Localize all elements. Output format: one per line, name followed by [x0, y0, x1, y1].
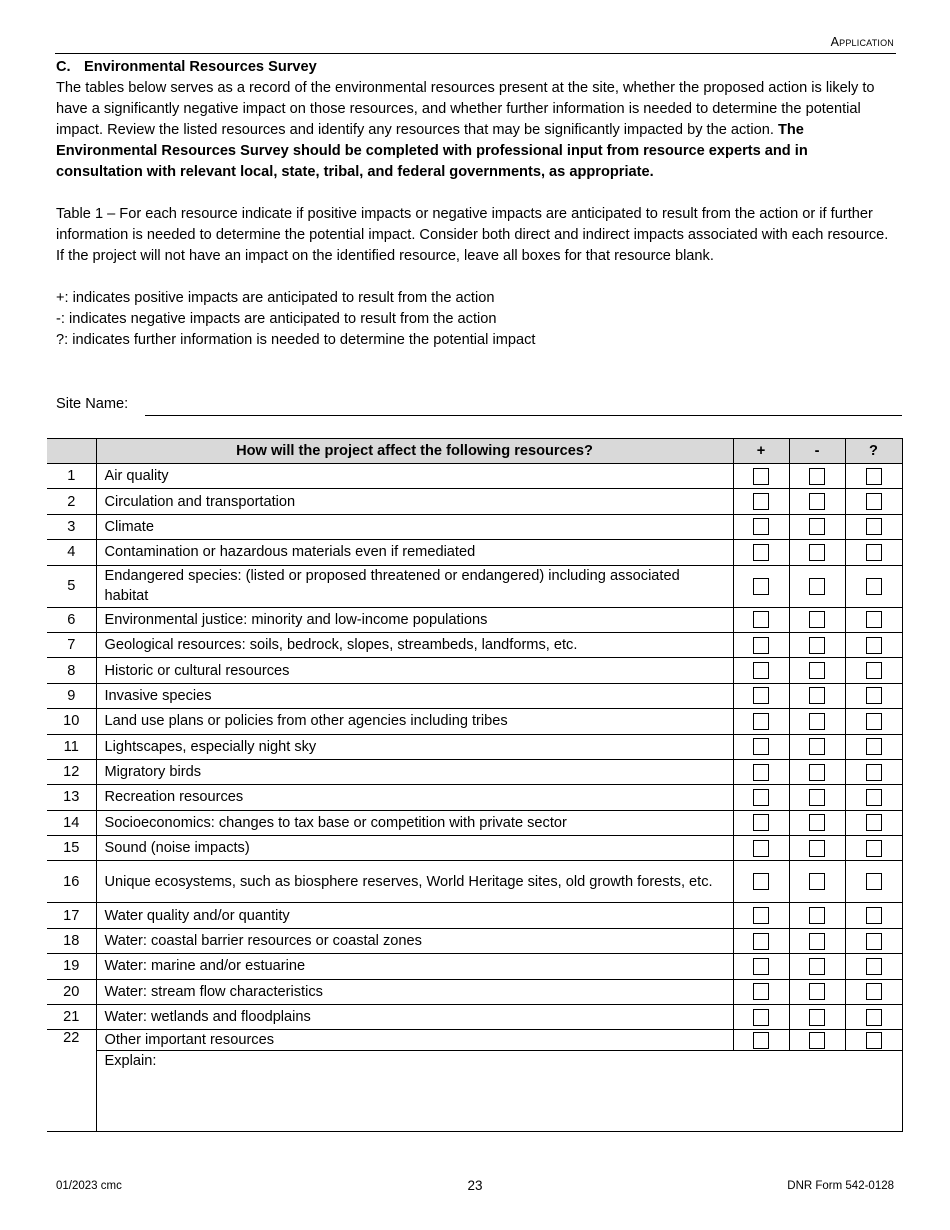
negative-checkbox[interactable]: [809, 611, 825, 628]
column-header-unknown: ?: [845, 439, 902, 464]
unknown-checkbox-cell: [845, 861, 902, 903]
site-name-row: [56, 396, 902, 418]
explain-label: Explain:: [104, 1053, 157, 1070]
column-header-positive: +: [733, 439, 789, 464]
unknown-checkbox[interactable]: [866, 933, 882, 950]
positive-checkbox[interactable]: [753, 933, 769, 950]
unknown-checkbox[interactable]: [866, 662, 882, 679]
positive-checkbox[interactable]: [753, 958, 769, 975]
unknown-checkbox-cell: [845, 928, 902, 953]
unknown-checkbox[interactable]: [866, 493, 882, 510]
explain-field[interactable]: [96, 1051, 902, 1132]
negative-checkbox[interactable]: [809, 578, 825, 595]
positive-checkbox[interactable]: [753, 687, 769, 704]
negative-checkbox-cell: [789, 683, 845, 708]
row-number: 11: [47, 734, 96, 759]
table-row: [47, 836, 902, 861]
positive-checkbox[interactable]: [753, 1032, 769, 1049]
positive-checkbox-cell: [733, 464, 789, 489]
negative-checkbox-cell: [789, 836, 845, 861]
unknown-checkbox[interactable]: [866, 840, 882, 857]
unknown-checkbox[interactable]: [866, 1009, 882, 1026]
table-row: [47, 658, 902, 683]
negative-checkbox[interactable]: [809, 518, 825, 535]
negative-checkbox-cell: [789, 514, 845, 539]
positive-checkbox[interactable]: [753, 840, 769, 857]
unknown-checkbox[interactable]: [866, 907, 882, 924]
legend-positive: +: indicates positive impacts are anticipated to result from the action: [56, 290, 495, 306]
unknown-checkbox[interactable]: [866, 958, 882, 975]
negative-checkbox-cell: [789, 928, 845, 953]
table-row: [47, 734, 902, 759]
negative-checkbox-cell: [789, 785, 845, 810]
negative-checkbox-cell: [789, 607, 845, 632]
negative-checkbox[interactable]: [809, 468, 825, 485]
unknown-checkbox[interactable]: [866, 611, 882, 628]
table-row: [47, 759, 902, 784]
row-number: 12: [47, 759, 96, 784]
unknown-checkbox[interactable]: [866, 637, 882, 654]
negative-checkbox-cell: [789, 1030, 845, 1051]
positive-checkbox[interactable]: [753, 713, 769, 730]
table-row: [47, 607, 902, 632]
section-title: [56, 57, 894, 78]
table-row-other: [47, 1030, 902, 1051]
legend-unknown: ?: indicates further information is needed to determine the potential impact: [56, 332, 536, 348]
table-row: [47, 979, 902, 1004]
negative-checkbox-cell: [789, 954, 845, 979]
negative-checkbox[interactable]: [809, 1009, 825, 1026]
negative-checkbox-cell: [789, 903, 845, 928]
positive-checkbox-cell: [733, 759, 789, 784]
negative-checkbox[interactable]: [809, 738, 825, 755]
row-label: Migratory birds: [96, 759, 733, 784]
table-row: [47, 565, 902, 607]
table-row: [47, 954, 902, 979]
row-label: Water quality and/or quantity: [96, 903, 733, 928]
positive-checkbox[interactable]: [753, 738, 769, 755]
positive-checkbox[interactable]: [753, 789, 769, 806]
unknown-checkbox[interactable]: [866, 873, 882, 890]
unknown-checkbox[interactable]: [866, 764, 882, 781]
header-rule: [55, 53, 896, 54]
row-number: 4: [47, 540, 96, 565]
positive-checkbox-cell: [733, 903, 789, 928]
row-label: Circulation and transportation: [96, 489, 733, 514]
positive-checkbox-cell: [733, 540, 789, 565]
positive-checkbox-cell: [733, 565, 789, 607]
negative-checkbox[interactable]: [809, 493, 825, 510]
row-label: Geological resources: soils, bedrock, slopes, streambeds, landforms, etc.: [96, 632, 733, 657]
row-label: Invasive species: [96, 683, 733, 708]
unknown-checkbox[interactable]: [866, 1032, 882, 1049]
unknown-checkbox-cell: [845, 979, 902, 1004]
unknown-checkbox-cell: [845, 734, 902, 759]
table-row: [47, 632, 902, 657]
table-row: [47, 903, 902, 928]
row-number: 21: [47, 1005, 96, 1030]
row-number: 19: [47, 954, 96, 979]
footer-date: 01/2023 cmc: [56, 1180, 122, 1192]
table-row: [47, 540, 902, 565]
negative-checkbox[interactable]: [809, 1032, 825, 1049]
unknown-checkbox-cell: [845, 1030, 902, 1051]
table-row: [47, 928, 902, 953]
table-row: [47, 464, 902, 489]
negative-checkbox[interactable]: [809, 983, 825, 1000]
negative-checkbox[interactable]: [809, 637, 825, 654]
negative-checkbox[interactable]: [809, 544, 825, 561]
positive-checkbox[interactable]: [753, 468, 769, 485]
row-label: Endangered species: (listed or proposed threatened or endangered) including associated habitat: [96, 565, 733, 607]
unknown-checkbox-cell: [845, 683, 902, 708]
negative-checkbox[interactable]: [809, 662, 825, 679]
unknown-checkbox-cell: [845, 464, 902, 489]
unknown-checkbox[interactable]: [866, 789, 882, 806]
positive-checkbox[interactable]: [753, 1009, 769, 1026]
negative-checkbox-cell: [789, 979, 845, 1004]
row-label: Land use plans or policies from other agencies including tribes: [96, 709, 733, 734]
row-label: Climate: [96, 514, 733, 539]
positive-checkbox[interactable]: [753, 544, 769, 561]
table-row: [47, 489, 902, 514]
unknown-checkbox[interactable]: [866, 687, 882, 704]
positive-checkbox-cell: [733, 785, 789, 810]
row-number: 9: [47, 683, 96, 708]
positive-checkbox[interactable]: [753, 578, 769, 595]
positive-checkbox[interactable]: [753, 662, 769, 679]
table-row: [47, 514, 902, 539]
negative-checkbox-cell: [789, 734, 845, 759]
positive-checkbox-cell: [733, 489, 789, 514]
negative-checkbox[interactable]: [809, 933, 825, 950]
positive-checkbox[interactable]: [753, 873, 769, 890]
unknown-checkbox-cell: [845, 759, 902, 784]
positive-checkbox-cell: [733, 658, 789, 683]
row-number: 2: [47, 489, 96, 514]
positive-checkbox[interactable]: [753, 493, 769, 510]
intro-plain: The tables below serves as a record of the environmental resources present at the site, whether the proposed action is likely to have a significantly negative impact on those resources, and whether further information is needed to determine the potential impact. Review the listed resources and identify any resources that may be significantly impacted by the action.: [56, 80, 875, 138]
unknown-checkbox[interactable]: [866, 518, 882, 535]
unknown-checkbox-cell: [845, 709, 902, 734]
unknown-checkbox-cell: [845, 836, 902, 861]
section-letter: C.: [56, 59, 71, 75]
row-label: Recreation resources: [96, 785, 733, 810]
positive-checkbox-cell: [733, 861, 789, 903]
negative-checkbox[interactable]: [809, 873, 825, 890]
unknown-checkbox[interactable]: [866, 983, 882, 1000]
positive-checkbox[interactable]: [753, 814, 769, 831]
table-instructions: Table 1 – For each resource indicate if positive impacts or negative impacts are anticipated to result from the action or if further information is needed to determine the potential impact. Consider both direct and indirect impacts associated with each resource. If the project will not have an impact on the identified resource, leave all boxes for that resource blank.: [56, 206, 889, 264]
unknown-checkbox[interactable]: [866, 578, 882, 595]
unknown-checkbox-cell: [845, 565, 902, 607]
row-number: 7: [47, 632, 96, 657]
row-label: Contamination or hazardous materials even if remediated: [96, 540, 733, 565]
row-label: Water: coastal barrier resources or coastal zones: [96, 928, 733, 953]
row-number: 15: [47, 836, 96, 861]
negative-checkbox-cell: [789, 810, 845, 835]
row-label: Other important resources: [96, 1030, 733, 1051]
negative-checkbox[interactable]: [809, 907, 825, 924]
negative-checkbox[interactable]: [809, 814, 825, 831]
explain-row: [47, 1051, 902, 1132]
positive-checkbox-cell: [733, 514, 789, 539]
footer-form-number: DNR Form 542-0128: [787, 1180, 894, 1192]
unknown-checkbox[interactable]: [866, 544, 882, 561]
table-row: [47, 861, 902, 903]
positive-checkbox[interactable]: [753, 764, 769, 781]
negative-checkbox[interactable]: [809, 713, 825, 730]
row-label: Lightscapes, especially night sky: [96, 734, 733, 759]
negative-checkbox-cell: [789, 565, 845, 607]
negative-checkbox-cell: [789, 861, 845, 903]
unknown-checkbox-cell: [845, 903, 902, 928]
table-row: [47, 785, 902, 810]
row-number: 6: [47, 607, 96, 632]
positive-checkbox[interactable]: [753, 611, 769, 628]
row-label: Water: stream flow characteristics: [96, 979, 733, 1004]
negative-checkbox-cell: [789, 709, 845, 734]
positive-checkbox-cell: [733, 734, 789, 759]
unknown-checkbox-cell: [845, 810, 902, 835]
row-number: 18: [47, 928, 96, 953]
row-label: Environmental justice: minority and low-income populations: [96, 607, 733, 632]
row-label: Air quality: [96, 464, 733, 489]
row-number: 20: [47, 979, 96, 1004]
unknown-checkbox[interactable]: [866, 814, 882, 831]
unknown-checkbox-cell: [845, 632, 902, 657]
unknown-checkbox[interactable]: [866, 738, 882, 755]
table-row: [47, 1005, 902, 1030]
unknown-checkbox[interactable]: [866, 468, 882, 485]
positive-checkbox-cell: [733, 1030, 789, 1051]
unknown-checkbox-cell: [845, 954, 902, 979]
positive-checkbox-cell: [733, 632, 789, 657]
row-number: 22: [47, 1030, 96, 1132]
unknown-checkbox-cell: [845, 658, 902, 683]
unknown-checkbox-cell: [845, 785, 902, 810]
row-number: 13: [47, 785, 96, 810]
legend-negative: -: indicates negative impacts are anticipated to result from the action: [56, 311, 497, 327]
positive-checkbox-cell: [733, 709, 789, 734]
table-body: [47, 464, 902, 1132]
row-label: Unique ecosystems, such as biosphere reserves, World Heritage sites, old growth forests, etc.: [96, 861, 733, 903]
unknown-checkbox-cell: [845, 514, 902, 539]
negative-checkbox-cell: [789, 489, 845, 514]
negative-checkbox-cell: [789, 759, 845, 784]
positive-checkbox-cell: [733, 928, 789, 953]
negative-checkbox[interactable]: [809, 958, 825, 975]
resources-table: [47, 438, 903, 1132]
row-label: Water: marine and/or estuarine: [96, 954, 733, 979]
row-number: 14: [47, 810, 96, 835]
row-number: 16: [47, 861, 96, 903]
positive-checkbox-cell: [733, 1005, 789, 1030]
positive-checkbox[interactable]: [753, 518, 769, 535]
row-number: 3: [47, 514, 96, 539]
intro-bold: The Environmental Resources Survey should be completed with professional input from resource experts and in consultation with relevant local, state, tribal, and federal governments, as appropriate.: [56, 122, 808, 180]
row-number: 17: [47, 903, 96, 928]
negative-checkbox-cell: [789, 464, 845, 489]
column-header-negative: -: [789, 439, 845, 464]
negative-checkbox-cell: [789, 658, 845, 683]
row-number: 1: [47, 464, 96, 489]
unknown-checkbox[interactable]: [866, 713, 882, 730]
site-name-input[interactable]: [145, 415, 902, 416]
unknown-checkbox-cell: [845, 540, 902, 565]
row-number: 5: [47, 565, 96, 607]
unknown-checkbox-cell: [845, 1005, 902, 1030]
site-name-label: Site Name:: [56, 396, 129, 412]
table-row: [47, 709, 902, 734]
table-header-number: [47, 439, 96, 464]
positive-checkbox-cell: [733, 810, 789, 835]
row-number: 10: [47, 709, 96, 734]
row-number: 8: [47, 658, 96, 683]
row-label: Sound (noise impacts): [96, 836, 733, 861]
unknown-checkbox-cell: [845, 607, 902, 632]
positive-checkbox[interactable]: [753, 907, 769, 924]
positive-checkbox-cell: [733, 683, 789, 708]
row-label: Historic or cultural resources: [96, 658, 733, 683]
section-title-text: Environmental Resources Survey: [84, 59, 317, 75]
negative-checkbox[interactable]: [809, 840, 825, 857]
negative-checkbox-cell: [789, 540, 845, 565]
positive-checkbox-cell: [733, 836, 789, 861]
positive-checkbox[interactable]: [753, 983, 769, 1000]
negative-checkbox[interactable]: [809, 764, 825, 781]
positive-checkbox-cell: [733, 979, 789, 1004]
row-label: Water: wetlands and floodplains: [96, 1005, 733, 1030]
unknown-checkbox-cell: [845, 489, 902, 514]
footer-page-number: 23: [467, 1178, 483, 1193]
header-label: Application: [830, 35, 894, 49]
table-header-title: How will the project affect the following resources?: [96, 439, 733, 464]
table-row: [47, 810, 902, 835]
negative-checkbox-cell: [789, 632, 845, 657]
positive-checkbox-cell: [733, 607, 789, 632]
negative-checkbox[interactable]: [809, 687, 825, 704]
positive-checkbox[interactable]: [753, 637, 769, 654]
table-row: [47, 683, 902, 708]
row-label: Socioeconomics: changes to tax base or competition with private sector: [96, 810, 733, 835]
negative-checkbox-cell: [789, 1005, 845, 1030]
negative-checkbox[interactable]: [809, 789, 825, 806]
section-content: [56, 57, 894, 351]
intro-paragraph: [56, 78, 894, 183]
positive-checkbox-cell: [733, 954, 789, 979]
